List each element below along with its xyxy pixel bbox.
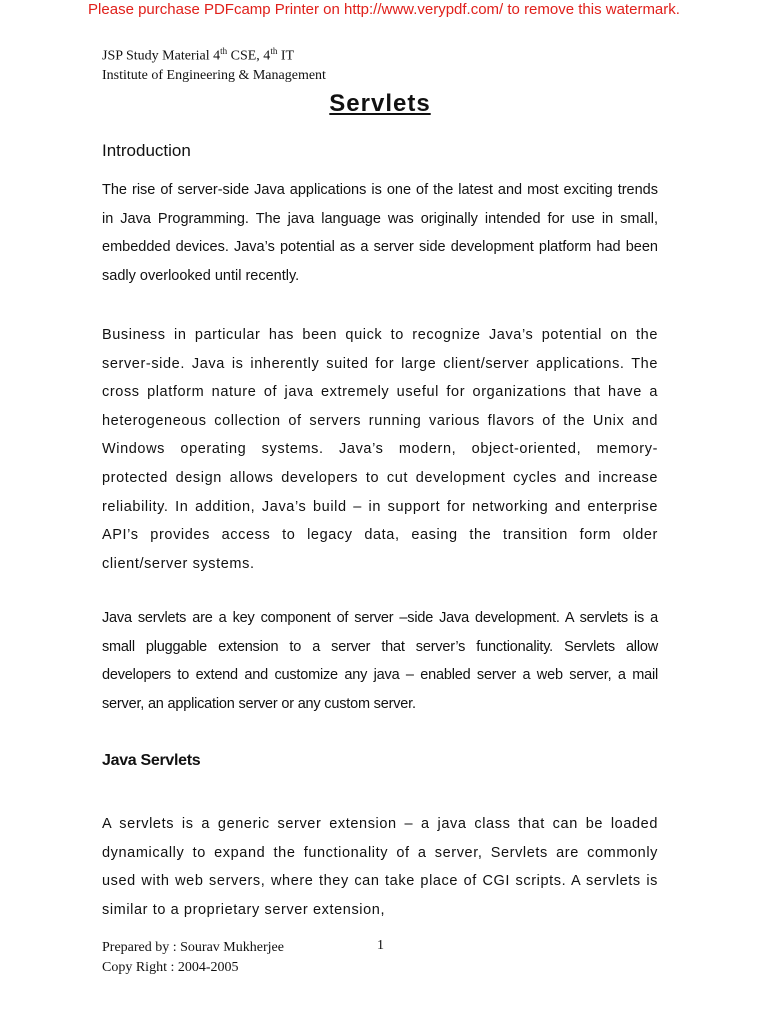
document-header	[102, 42, 326, 85]
paragraph-intro-1: The rise of server-side Java applications is one of the latest and most exciting trends in Java Programming. The java language was originally intended for use in small, embedded devices. Java’s potential as a server side development platform had been sadly overlooked until recently.	[102, 182, 658, 284]
page-footer	[102, 938, 284, 978]
section-heading-java-servlets: Java Servlets	[102, 752, 201, 769]
page-title: Servlets	[329, 90, 431, 117]
watermark-banner: Please purchase PDFcamp Printer on http://www.verypdf.com/ to remove this watermark.	[88, 1, 680, 18]
header-course-text: JSP Study Material 4	[102, 48, 221, 64]
paragraph-intro-2: Business in particular has been quick to recognize Java’s potential on the server-side. Java is inherently suited for large client/server applications. The cross platform nature of java extremely useful for organizations that have a heterogeneous collection of servers running various flavors of the Unix and Windows operating systems. Java’s modern, object-oriented, memory-protected design allows developers to cut development cycles and increase reliability. In addition, Java’s build – in support for networking and enterprise API’s provides access to legacy data, easing the transition form older client/server systems.	[102, 327, 658, 572]
paragraph-intro-3: Java servlets are a key component of server –side Java development. A servlets is a small pluggable extension to a server that server’s functionality. Servlets allow developers to extend and customize any java – enabled server a web server, a mail server, an application server or any custom server.	[102, 610, 658, 712]
header-sup-2: th	[270, 46, 278, 56]
page-number: 1	[377, 938, 384, 953]
section-heading-introduction: Introduction	[102, 141, 191, 160]
footer-copyright: Copy Right : 2004-2005	[102, 960, 239, 975]
header-course-text-2: CSE, 4	[227, 48, 271, 64]
header-institute-line: Institute of Engineering & Management	[102, 67, 326, 83]
header-course-text-3: IT	[277, 48, 295, 64]
header-course-line	[102, 42, 326, 66]
header-sup-1: th	[220, 46, 228, 56]
paragraph-java-servlets-1: A servlets is a generic server extension – a java class that can be loaded dynamically to expand the functionality of a server, Servlets are commonly used with web servers, where they can take place of CGI scripts. A servlets is similar to a proprietary server extension,	[102, 816, 658, 918]
footer-prepared-by: Prepared by : Sourav Mukherjee	[102, 940, 284, 955]
